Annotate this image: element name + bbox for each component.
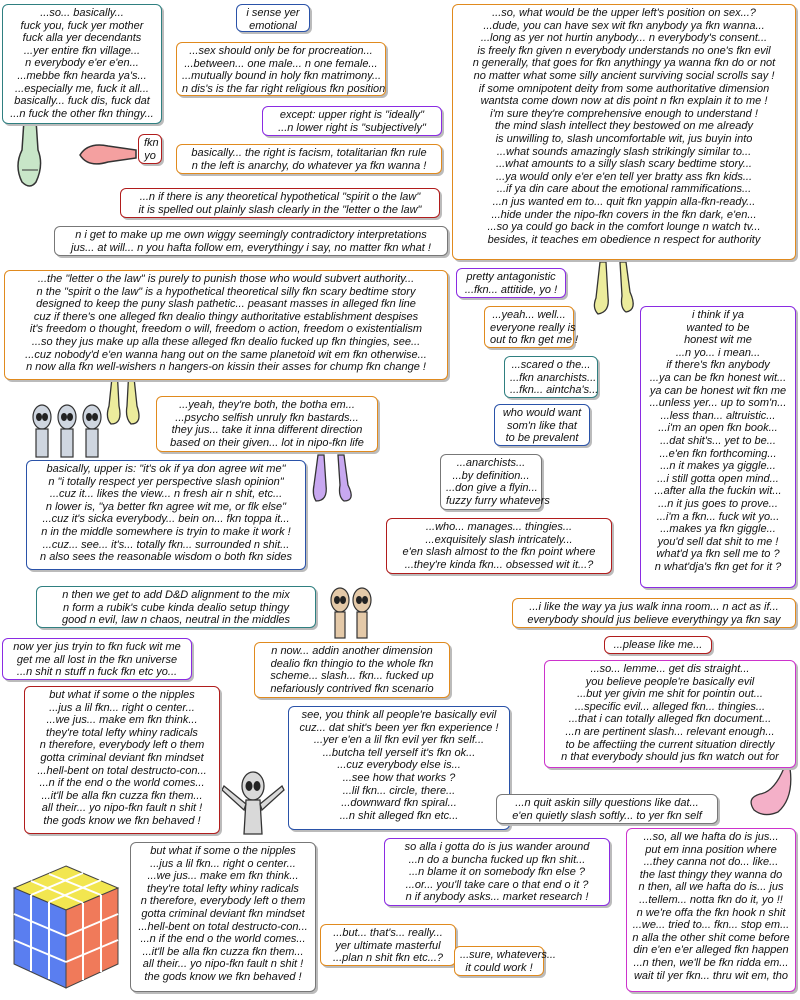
speech-line: the gods know we fkn behaved ! <box>144 970 302 983</box>
speech-bubble <box>512 598 796 628</box>
speech-line: ...they canna not do... like... <box>643 856 779 869</box>
speech-line: good n evil, law n chaos, neutral in the middles <box>61 614 291 627</box>
speech-bubble <box>384 838 610 906</box>
speech-line: ...n shit alleged fkn etc... <box>339 809 459 822</box>
speech-line: ...plan n shit fkn etc...? <box>332 952 444 965</box>
speech-line: n form a rubik's cube kinda dealio setup thingy <box>63 601 289 614</box>
speech-bubble <box>4 270 448 380</box>
speech-line: ...if ya din care about the emotional rammifications... <box>496 183 752 196</box>
speech-line: to be prevalent <box>505 432 579 445</box>
speech-line: all their... yo nipo-fkn fault n shit ! <box>41 802 203 815</box>
speech-line: pretty antagonistic <box>466 271 556 283</box>
speech-line: ...please like me... <box>613 639 703 651</box>
speech-bubble <box>626 828 796 992</box>
speech-bubble <box>120 188 440 218</box>
speech-line: ...so, what would be the upper left's position on sex...? <box>492 7 756 19</box>
speech-line: wantsta come down now at dis point n fkn explain it to me ! <box>480 95 768 108</box>
speech-bubble <box>456 268 566 298</box>
speech-line: ...by definition... <box>452 469 530 482</box>
speech-line: ...or... you'll take care o that end o it ? <box>405 878 589 891</box>
speech-line: e'en quietly slash softly... to yer fkn self <box>512 809 702 822</box>
speech-line: gotta criminal deviant fkn mindset <box>40 751 204 764</box>
speech-bubble <box>494 404 590 446</box>
speech-line: ya can be honest wit fkn me <box>649 384 787 397</box>
speech-line: ...n fuck the other fkn thingy... <box>10 107 154 120</box>
speech-line: n that everybody should jus fkn watch out for <box>561 751 779 764</box>
speech-line: they're total lefty whiny radicals <box>46 726 198 739</box>
speech-line: nefariously contrived fkn scenario <box>270 682 434 695</box>
speech-line: fkn <box>144 137 159 149</box>
speech-line: ...i'm a fkn... fuck wit yo... <box>656 510 780 523</box>
speech-line: everyone really is <box>490 321 576 334</box>
speech-bubble <box>156 396 378 452</box>
speech-line: ...mebbe fkn hearda ya's... <box>17 69 147 82</box>
speech-line: but what if some o the nipples <box>49 689 195 701</box>
speech-line: n "i totally respect yer perspective slash opinion" <box>48 475 284 488</box>
speech-line: ...sex should only be for procreation... <box>189 45 373 57</box>
speech-line: ...especially me, fuck it all... <box>15 82 149 95</box>
speech-bubble <box>236 4 310 32</box>
speech-bubble <box>484 306 579 348</box>
speech-line: ...butcha tell yerself it's fkn ok... <box>322 746 476 759</box>
speech-line: you believe people're basically evil <box>585 675 755 688</box>
speech-line: n therefore, everybody left o them <box>140 895 306 908</box>
speech-line: fuzzy furry whatevers <box>446 494 550 507</box>
speech-line: ...sure, whatevers... <box>460 949 556 961</box>
speech-line: din e'en e'er alleged fkn happen <box>633 944 789 957</box>
speech-bubble <box>288 706 510 830</box>
speech-line: ...n if the end o the world comes... <box>140 933 306 946</box>
speech-line: ...n do a buncha fucked up fkn shit... <box>408 853 586 866</box>
speech-line: n everybody e'er e'en... <box>25 57 139 70</box>
speech-line: ...after alla the fuckin wit... <box>654 485 782 498</box>
speech-line: yer ultimate masterful <box>335 939 441 952</box>
speech-line: basically, upper is: "it's ok if ya don agree wit me" <box>46 463 286 475</box>
speech-bubble <box>130 842 316 992</box>
speech-line: ...yer entire fkn village... <box>23 44 141 57</box>
speech-line: now yer jus tryin to fkn fuck wit me <box>13 641 181 653</box>
speech-line: see, you think all people're basically evil <box>301 709 497 721</box>
speech-line: based on their given... lot in nipo-fkn life <box>170 436 364 449</box>
speech-bubble <box>640 306 796 588</box>
speech-line: ...ya would only e'er e'en tell yer bratty ass fkn kids... <box>495 170 753 183</box>
speech-bubble <box>452 4 796 260</box>
speech-bubble <box>320 924 456 966</box>
speech-line: i think if ya <box>692 309 744 321</box>
speech-line: wanted to be <box>686 321 750 334</box>
alien-hand-pointing-icon <box>744 768 794 818</box>
speech-line: ...so ya could go back in the comfort lounge n watch tv... <box>487 221 761 234</box>
speech-line: ...n quit askin silly questions like dat... <box>515 797 699 809</box>
speech-line: ...between... one male... n one female... <box>184 57 378 70</box>
speech-line: ...e'en fkn forthcoming... <box>659 447 777 460</box>
speech-line: ...n shit n stuff n fuck fkn etc yo... <box>16 666 178 679</box>
speech-line: n if anybody asks... market research ! <box>405 891 589 904</box>
speech-bubble <box>176 42 386 96</box>
speech-line: n the left is anarchy, do whatever ya fkn wanna ! <box>191 159 427 172</box>
speech-line: emotional <box>249 19 297 32</box>
speech-line: ...n yo... i mean... <box>675 346 761 359</box>
speech-line: ...fkn... attitide, yo ! <box>464 283 558 296</box>
speech-line: som'n like that <box>507 419 577 432</box>
speech-bubble <box>496 794 718 824</box>
speech-line: except: upper right is "ideally" <box>279 109 425 121</box>
speech-line: ...n if there is any theoretical hypothetical "spirit o the law" <box>139 191 421 203</box>
speech-line: but what if some o the nipples <box>150 845 296 857</box>
speech-line: ...anarchists... <box>456 457 526 469</box>
speech-line: ...psycho selfish unruly fkn bastards... <box>175 411 359 424</box>
speech-line: ...unless yer... up to som'n... <box>649 397 787 410</box>
speech-line: n we're offa the fkn hook n shit <box>636 906 786 919</box>
speech-line: fuck alla yer decendants <box>22 32 142 45</box>
speech-line: n now... addin another dimension <box>271 645 433 657</box>
speech-bubble <box>138 134 162 164</box>
speech-line: ...dude, you can have sex wit fkn anybody ya fkn wanna... <box>483 19 765 32</box>
speech-line: n lower is, "ya better fkn agree wit me, or flk else" <box>45 500 287 513</box>
speech-line: ...what amounts to a silly slash scary bedtime story... <box>496 158 752 171</box>
speech-line: all their... yo nipo-fkn fault n shit ! <box>142 958 304 971</box>
speech-bubble <box>54 226 448 256</box>
speech-bubble <box>386 518 612 574</box>
speech-line: they jus... take it inna different direction <box>171 424 363 437</box>
speech-bubble <box>176 144 442 174</box>
speech-line: cuz... dat shit's been yer fkn experience ! <box>299 721 499 734</box>
speech-line: ...we... tried to... fkn... stop em... <box>632 919 790 932</box>
speech-line: ...fkn anarchists... <box>510 371 597 384</box>
speech-line: ...see how that works ? <box>342 771 456 784</box>
speech-line: e'en slash almost to the fkn point where <box>402 546 596 559</box>
speech-line: gotta criminal deviant fkn mindset <box>141 907 305 920</box>
speech-line: ...downward fkn spiral... <box>341 797 457 810</box>
speech-line: the mind slash intellect they bestowed on me already <box>494 120 754 133</box>
speech-line: n in the middle somewhere is tryin to make it work ! <box>41 525 291 538</box>
speech-line: ...don give a flyin... <box>446 482 538 495</box>
speech-line: ...less than... altruistic... <box>660 409 776 422</box>
speech-line: n the "spirit o the law" is a hypothetical theoretical silly fkn scary bedtime story <box>36 285 416 298</box>
speech-line: ...cuz it... likes the view... n fresh air n shit, etc... <box>49 488 283 501</box>
speech-line: n generally, that goes for fkn anythingy ya wanna fkn do or not <box>472 57 776 70</box>
speech-line: ...cuz nobody'd e'en wanna hang out on the same planetoid wit em fkn otherwise... <box>25 348 427 361</box>
alien-hand-pointing-down-icon <box>10 120 50 190</box>
speech-line: ...what sounds amazingly slash strikingly similar to... <box>496 145 752 158</box>
speech-line: n alla the other shit come before <box>632 931 790 944</box>
speech-line: wait til yer fkn... thru wit em, tho <box>633 969 789 982</box>
speech-line: to be affectiing the current situation directly <box>565 738 775 751</box>
speech-line: so alla i gotta do is jus wander around <box>404 841 590 853</box>
speech-bubble <box>262 106 442 136</box>
speech-line: get me all lost in the fkn universe <box>16 653 178 666</box>
speech-bubble <box>454 946 556 976</box>
red-pointing-hand-icon <box>78 140 138 170</box>
speech-line: ...yeah... well... <box>492 309 566 321</box>
speech-bubble <box>2 4 162 124</box>
speech-line: ...n if the end o the world comes... <box>39 777 205 790</box>
speech-line: ...n lower right is "subjectively" <box>278 121 426 134</box>
aliens-group-icon <box>30 405 105 460</box>
speech-bubble <box>544 660 796 768</box>
speech-line: ...we jus... make em fkn think... <box>46 714 198 727</box>
speech-line: ...it'll be alla fkn cuzza fkn them... <box>142 945 304 958</box>
speech-line: ...exquisitely slash intricately... <box>425 533 573 546</box>
speech-line: they're total lefty whiny radicals <box>147 882 299 895</box>
alien-feet-icon <box>592 262 642 317</box>
speech-line: n now alla fkn well-wishers n hangers-on kissin their asses for chump fkn change ! <box>26 361 426 374</box>
speech-line: ...we jus... make em fkn think... <box>147 870 299 883</box>
speech-line: ...i like the way ya jus walk inna room... n act as if... <box>529 601 779 613</box>
speech-line: ...i'm an open fkn book... <box>658 422 778 435</box>
speech-line: ...scared o the... <box>511 359 591 371</box>
speech-line: is freely fkn given n everybody understands no one's fkn evil <box>477 44 771 57</box>
speech-line: ...n are pertinent slash... relevant enough... <box>565 725 775 738</box>
speech-bubble <box>604 636 712 654</box>
speech-line: ...hell-bent on total destructo-con... <box>138 920 308 933</box>
speech-line: ...that i can totally alleged fkn document... <box>568 713 772 726</box>
speech-line: jus... at will... n you hafta follow em, everythingy i say, no matter fkn what ! <box>71 241 431 254</box>
alien-purple-feet-icon <box>312 455 364 505</box>
speech-line: honest wit me <box>684 334 752 347</box>
speech-line: ...tellem... notta fkn do it, yo !! <box>639 893 783 906</box>
speech-line: ...so, all we hafta do is jus... <box>643 831 779 843</box>
speech-line: if there's fkn anybody <box>666 359 770 372</box>
speech-line: everybody should jus believe everythingy ya fkn say <box>527 613 781 626</box>
speech-line: ...yeah, they're both, the botha em... <box>179 399 355 411</box>
speech-line: ...n it jus goes to prove... <box>658 497 778 510</box>
speech-line: yo <box>144 149 156 162</box>
speech-line: scheme... slash... fkn... fucked up <box>270 670 434 683</box>
speech-line: n what'dja's fkn get for it ? <box>654 560 782 573</box>
aliens-pair-icon <box>328 588 376 640</box>
speech-line: ...n blame it on somebody fkn else ? <box>408 866 586 879</box>
speech-line: ...they're kinda fkn... obsessed wit it...? <box>404 558 594 571</box>
speech-line: if some omnipotent deity from some authoritative dimension <box>478 82 770 95</box>
speech-bubble <box>24 686 220 834</box>
speech-line: ...i still gotta open mind... <box>657 472 779 485</box>
speech-line: it could work ! <box>465 961 533 974</box>
speech-line: ...ya can be fkn honest wit... <box>649 371 787 384</box>
speech-line: ...makes ya fkn giggle... <box>660 523 776 536</box>
speech-line: no matter what some silly ancient surviving social scrolls say ! <box>473 69 775 82</box>
speech-line: basically... the right is facism, totalitarian fkn rule <box>191 147 427 159</box>
speech-bubble <box>36 586 316 628</box>
speech-line: the gods know we fkn behaved ! <box>43 814 201 827</box>
speech-line: it's freedom o thought, freedom o will, freedom o action, freedom o existentialism <box>29 323 423 336</box>
speech-line: n i get to make up me own wiggy seemingly contradictory interpretations <box>75 229 427 241</box>
speech-line: ...cuz it's sicka everybody... bein on... fkn toppa it... <box>42 513 290 526</box>
speech-line: ...yer e'en a lil fkn evil yer fkn self... <box>313 734 485 747</box>
speech-bubble <box>440 454 550 510</box>
speech-bubble <box>504 356 598 398</box>
speech-line: designed to keep the puny slash pathetic... peasant masses in alleged fkn line <box>36 298 416 311</box>
speech-line: ...specific evil... alleged fkn... thingies... <box>574 700 766 713</box>
speech-line: n dis's is the far right religious fkn position <box>182 82 386 95</box>
speech-line: ...mutually bound in holy fkn matrimony... <box>182 70 382 83</box>
speech-line: ...the "letter o the law" is purely to punish those who would subvert authority... <box>37 273 415 285</box>
speech-line: n also sees the reasonable wisdom o both fkn sides <box>40 551 292 564</box>
speech-line: ...but yer givin me shit for pointin out... <box>577 688 763 701</box>
speech-line: the last thingy they wanna do <box>639 868 783 881</box>
speech-bubble <box>26 460 306 570</box>
speech-line: out to fkn get me ! <box>490 334 579 347</box>
speech-line: ...n it makes ya giggle... <box>660 460 776 473</box>
speech-line: put em inna position where <box>645 843 777 856</box>
speech-line: what'd ya fkn sell me to ? <box>656 548 780 561</box>
speech-line: ...so they jus make up alla these alleged fkn dealio fucked up fkn thingies, see... <box>31 335 421 348</box>
speech-line: basically... fuck dis, fuck dat <box>14 95 150 108</box>
speech-line: besides, it teaches em obedience n respect for authority <box>487 233 761 246</box>
speech-bubble <box>2 638 192 680</box>
speech-line: i'm sure they're comprehensive enough to understand ! <box>490 107 758 120</box>
speech-line: n then we get to add D&D alignment to the mix <box>62 589 290 601</box>
speech-line: fuck you, fuck yer mother <box>20 19 144 32</box>
speech-line: ...cuz everybody else is... <box>337 759 461 772</box>
speech-line: ...cuz... see... it's... totally fkn... surrounded n shit... <box>42 538 290 551</box>
speech-line: ...jus a lil fkn... right o center... <box>150 857 296 870</box>
speech-line: ...so... basically... <box>40 7 124 19</box>
speech-line: ...jus a lil fkn... right o center... <box>49 701 195 714</box>
speech-line: who would want <box>502 407 582 419</box>
speech-line: ...n then, we'll be fkn ridda em... <box>633 956 789 969</box>
speech-line: is unwilling to, slash uncomfortable wit, jus buyin into <box>495 132 753 145</box>
speech-line: i sense yer <box>246 7 300 19</box>
speech-line: dealio fkn thingio to the whole fkn <box>270 657 434 670</box>
speech-line: ...it'll be alla fkn cuzza fkn them... <box>41 789 203 802</box>
speech-line: ...dat shit's... yet to be... <box>660 434 776 447</box>
speech-line: ...fkn... aintcha's... <box>510 384 599 397</box>
speech-line: you'd sell dat shit to me ! <box>657 535 779 548</box>
speech-line: cuz if there's one alleged fkn dealio thingy authoritative establishment despises <box>33 310 419 323</box>
speech-bubble <box>254 642 450 698</box>
speech-line: ...so... lemme... get dis straight... <box>590 663 750 675</box>
speech-line: ...but... that's... really... <box>333 927 443 939</box>
speech-line: it is spelled out plainly slash clearly in the "letter o the law" <box>138 203 422 216</box>
speech-line: n therefore, everybody left o them <box>39 739 205 752</box>
speech-line: ...who... manages... thingies... <box>425 521 573 533</box>
speech-line: ...hide under the nipo-fkn covers in the fkn dark, e'en... <box>491 208 757 221</box>
speech-line: ...lil fkn... circle, there... <box>342 784 456 797</box>
speech-line: ...hell-bent on total destructo-con... <box>37 764 207 777</box>
speech-line: ...n jus wanted em to... quit fkn yappin alla-fkn-ready... <box>492 195 756 208</box>
speech-line: ...long as yer not hurtin anybody... n everybody's consent... <box>480 32 768 45</box>
alien-cheering-icon <box>218 772 288 838</box>
speech-line: n then, all we hafta do is... jus <box>638 881 784 894</box>
rubiks-cube-icon <box>10 862 122 992</box>
